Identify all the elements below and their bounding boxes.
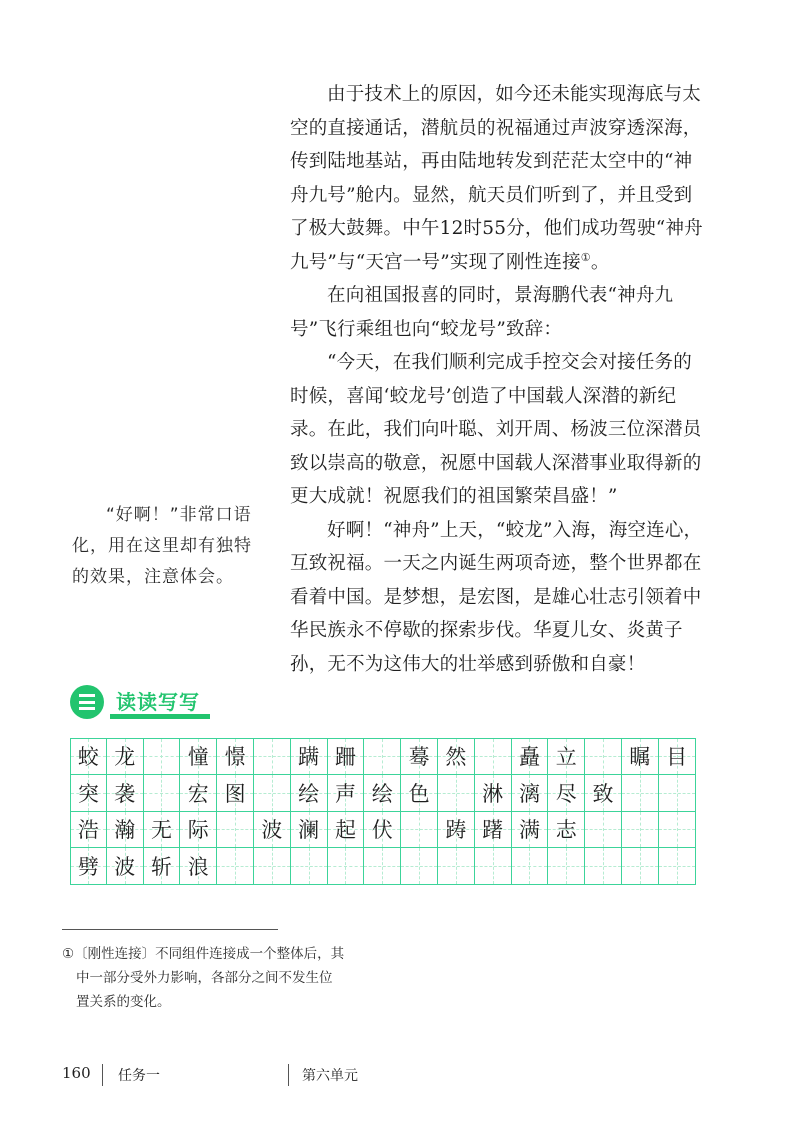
grid-character: 浪 [187,855,209,880]
grid-cell [512,775,549,812]
grid-cell [180,812,217,849]
section-underline [110,714,210,719]
grid-character: 跚 [334,745,356,770]
footnote-line: 中一部分受外力影响，各部分之间不发生位 [76,970,333,986]
grid-character: 宏 [187,781,209,806]
footer-separator [288,1064,289,1086]
grid-character: 声 [334,781,356,806]
grid-cell [364,848,401,885]
grid-character: 波 [261,818,283,843]
main-body-text [290,78,708,681]
grid-character: 躇 [482,818,504,843]
grid-cell [328,812,365,849]
grid-cell [548,812,585,849]
grid-cell [512,812,549,849]
grid-character: 浩 [77,818,99,843]
grid-character: 波 [114,855,136,880]
footer-unit: 第六单元 [302,1068,358,1084]
grid-character: 瀚 [114,818,136,843]
grid-character: 矗 [518,745,540,770]
grid-character: 澜 [298,818,320,843]
grid-character: 突 [77,781,99,806]
grid-cell [659,775,696,812]
grid-cell [180,738,217,775]
footnote-line: 置关系的变化。 [76,994,171,1010]
vocabulary-grid [70,738,696,885]
grid-cell [364,812,401,849]
grid-cell [217,812,254,849]
grid-cell [512,848,549,885]
grid-cell [659,812,696,849]
grid-character: 起 [334,818,356,843]
grid-row [70,848,696,885]
grid-cell [438,812,475,849]
grid-character: 憧 [187,745,209,770]
grid-character: 志 [555,818,577,843]
grid-cell [107,812,144,849]
grid-character: 图 [224,781,246,806]
grid-cell [328,848,365,885]
grid-character: 斩 [150,855,172,880]
grid-character: 蛟 [77,745,99,770]
grid-cell [475,775,512,812]
grid-character: 立 [555,745,577,770]
grid-character: 满 [518,818,540,843]
grid-cell [70,738,107,775]
grid-cell [622,775,659,812]
section-header [70,682,220,722]
grid-cell [364,775,401,812]
grid-cell [291,775,328,812]
grid-character: 际 [187,818,209,843]
grid-cell [622,738,659,775]
page-number: 160 [62,1064,91,1082]
grid-cell [144,738,181,775]
number-three-icon [70,685,104,719]
grid-cell [144,848,181,885]
grid-cell [548,775,585,812]
grid-cell [401,775,438,812]
grid-character: 然 [445,745,467,770]
grid-cell [548,848,585,885]
grid-cell [585,848,622,885]
section-title: 读读写写 [116,690,200,714]
grid-character: 绘 [371,781,393,806]
grid-row [70,775,696,812]
grid-cell [585,738,622,775]
grid-cell [438,775,475,812]
grid-cell [180,848,217,885]
grid-cell [438,848,475,885]
grid-cell [364,738,401,775]
grid-cell [70,848,107,885]
grid-cell [107,775,144,812]
margin-note: “好啊！”非常口语化，用在这里却有独特的效果，注意体会。 [72,505,252,587]
grid-cell [401,738,438,775]
grid-cell [180,775,217,812]
grid-cell [622,848,659,885]
footer-task: 任务一 [118,1068,160,1084]
grid-cell [548,738,585,775]
grid-cell [328,775,365,812]
grid-cell [438,738,475,775]
grid-cell [254,738,291,775]
grid-character: 龙 [114,745,136,770]
grid-character: 无 [150,818,172,843]
grid-character: 尽 [555,781,577,806]
grid-cell [291,812,328,849]
grid-cell [254,775,291,812]
grid-cell [622,812,659,849]
grid-cell [144,812,181,849]
grid-cell [585,775,622,812]
grid-cell [70,775,107,812]
grid-character: 瞩 [629,745,651,770]
grid-cell [328,738,365,775]
grid-cell [291,848,328,885]
grid-cell [217,775,254,812]
grid-cell [475,848,512,885]
grid-cell [291,738,328,775]
grid-character: 蓦 [408,745,430,770]
footnote-line: ①〔刚性连接〕不同组件连接成一个整体后，其 [62,946,345,962]
grid-cell [401,812,438,849]
grid-character: 蹒 [298,745,320,770]
grid-cell [254,848,291,885]
grid-cell [475,738,512,775]
grid-cell [659,848,696,885]
footnote-divider [62,929,278,930]
page-footer [62,1064,462,1088]
grid-cell [70,812,107,849]
grid-cell [512,738,549,775]
footnote-marker[interactable]: ① [580,250,591,264]
paragraph-4: 好啊！“神舟”上天，“蛟龙”入海，海空连心，互致祝福。一天之内诞生两项奇迹，整个世界都在看着中国。是梦想，是宏图，是雄心壮志引领着中华民族永不停歇的探索步伐。华夏儿女、炎黄子孙，无不为这伟大的壮举感到骄傲和自豪！ [290,519,703,675]
grid-cell [107,848,144,885]
footer-separator [102,1064,103,1086]
grid-cell [217,848,254,885]
paragraph-1: 由于技术上的原因，如今还未能实现海底与太空的直接通话，潜航员的祝福通过声波穿透深海，传到陆地基站，再由陆地转发到茫茫太空中的“神舟九号”舱内。显然，航天员们听到了，并且受到了极大鼓舞。中午12时55分，他们成功驾驶“神舟九号”与“天宫一号”实现了刚性连接①。 [290,84,703,273]
grid-cell [217,738,254,775]
grid-character: 踌 [445,818,467,843]
grid-character: 劈 [77,855,99,880]
grid-cell [585,812,622,849]
grid-row [70,812,696,849]
grid-cell [254,812,291,849]
grid-character: 憬 [224,745,246,770]
grid-character: 伏 [371,818,393,843]
grid-cell [659,738,696,775]
footnote [62,942,382,1014]
grid-character: 目 [666,745,688,770]
grid-character: 色 [408,781,430,806]
grid-character: 袭 [114,781,136,806]
grid-cell [144,775,181,812]
grid-row [70,738,696,775]
grid-cell [107,738,144,775]
paragraph-2: 在向祖国报喜的同时，景海鹏代表“神舟九号”飞行乘组也向“蛟龙号”致辞： [290,285,674,340]
grid-cell [401,848,438,885]
grid-character: 致 [592,781,614,806]
grid-cell [475,812,512,849]
grid-character: 淋 [482,781,504,806]
grid-character: 漓 [518,781,540,806]
grid-character: 绘 [298,781,320,806]
paragraph-3: “今天，在我们顺利完成手控交会对接任务的时候，喜闻‘蛟龙号’创造了中国载人深潜的新纪录。在此，我们向叶聪、刘开周、杨波三位深潜员致以崇高的敬意，祝愿中国载人深潜事业取得新的更大成就！祝愿我们的祖国繁荣昌盛！” [290,352,702,507]
